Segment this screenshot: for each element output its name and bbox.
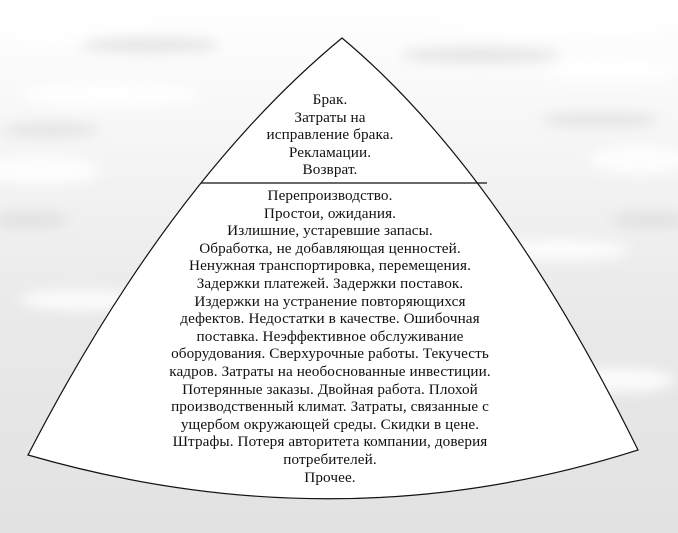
bottom-section-line: потребителей.	[283, 450, 377, 468]
top-section-line: исправление брака.	[266, 126, 394, 144]
bottom-section-line: Перепроизводство.	[267, 187, 393, 204]
bottom-section-text	[90, 187, 570, 486]
bottom-section-line: Обработка, не добавляющая ценностей.	[199, 239, 461, 257]
bottom-section-line: Штрафы. Потеря авторитета компании, доверия	[172, 433, 488, 451]
bottom-section-line: Излишние, устаревшие запасы.	[227, 222, 433, 240]
bottom-section-line: Задержки платежей. Задержки поставок.	[196, 274, 464, 292]
top-section-line: Возврат.	[302, 161, 358, 179]
top-section-line: Затраты на	[294, 108, 366, 126]
bottom-section-line: Прочее.	[304, 468, 356, 486]
bottom-section-line: Издержки на устранение повторяющихся	[194, 292, 466, 310]
top-section-text	[230, 91, 430, 179]
bottom-section-line: Простои, ожидания.	[263, 204, 397, 222]
bottom-section-line: производственный климат. Затраты, связанные с	[171, 398, 489, 416]
top-section-line: Рекламации.	[288, 143, 372, 161]
bottom-section-line: дефектов. Недостатки в качестве. Ошибочная	[180, 310, 480, 328]
bottom-section-line: поставка. Неэффективное обслуживание	[196, 327, 464, 345]
bottom-section-line: ущербом окружающей среды. Скидки в цене.	[180, 415, 480, 433]
top-section-line: Брак.	[312, 91, 348, 108]
bottom-section-line: Потерянные заказы. Двойная работа. Плохой	[182, 380, 478, 398]
bottom-section-line: Ненужная транспортировка, перемещения.	[189, 257, 471, 275]
bottom-section-line: кадров. Затраты на необоснованные инвестиции.	[169, 362, 491, 380]
bottom-section-line: оборудования. Сверхурочные работы. Текучесть	[171, 345, 489, 363]
